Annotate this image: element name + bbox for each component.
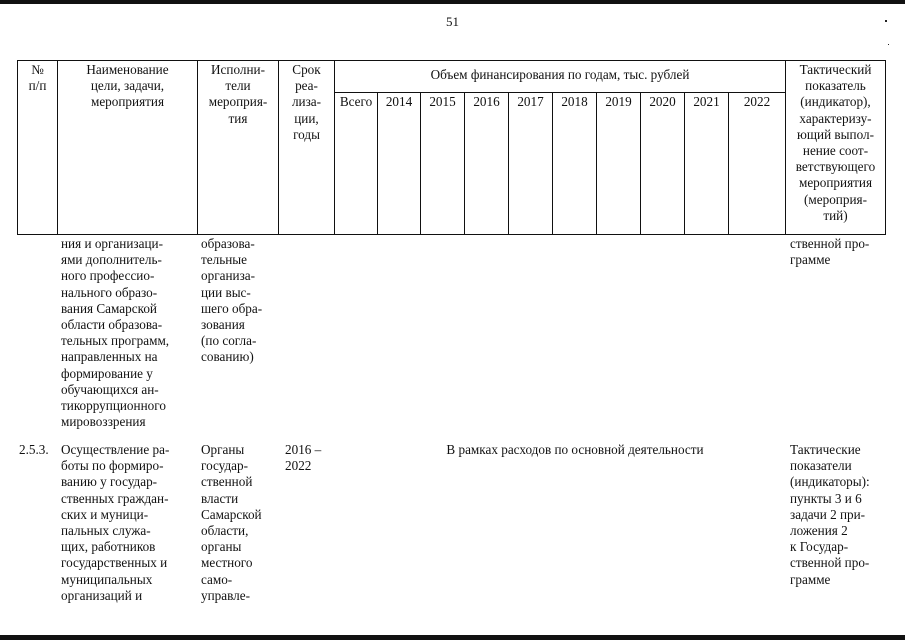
row-executor: Органы государ- ственной власти Самарской области, органы местного само- управле- [201, 442, 262, 603]
header-year: 2014 [385, 94, 413, 109]
row-number: 2.5.3. [19, 442, 49, 457]
row-term: 2016 – 2022 [285, 442, 322, 474]
grid-line [552, 92, 553, 235]
page-number: 51 [446, 14, 459, 29]
header-year: 2016 [473, 94, 500, 109]
header-year: 2020 [649, 94, 676, 109]
header-executor: Исполни- тели мероприя- тия [208, 62, 268, 126]
grid-line [508, 92, 509, 235]
financing-subheader-line [334, 92, 785, 93]
row-name: ния и организаци- ями дополнитель- ного профессио- нального образо- вания Самарской области образова- тельных программ, направленных на формирование у обучающихся ан- тикоррупционного мировоззрения [61, 236, 170, 430]
header-year: 2017 [517, 94, 544, 109]
grid-line [334, 60, 335, 235]
row-name: Осуществление ра- боты по формиро- ванию у государ- ственных граждан- ских и муници- пальных служа- щих, работников государственных и муниципальных организаций и [61, 442, 170, 603]
grid-line [377, 92, 378, 235]
header-year: 2019 [605, 94, 632, 109]
grid-line [420, 92, 421, 235]
row-executor: образова- тельные организа- ции выс- шего обра- зования (по согла- сованию) [201, 236, 263, 365]
header-year: 2018 [561, 94, 588, 109]
grid-line [640, 92, 641, 235]
header-indicator: Тактический показатель (индикатор), характеризу- ющий выпол- нение соот- ветствующего мероприятия (мероприя- тий) [795, 62, 876, 223]
grid-line [596, 92, 597, 235]
grid-line [464, 92, 465, 235]
header-financing: Объем финансирования по годам, тыс. рублей [430, 67, 690, 82]
row-indicator: ственной про- грамме [790, 236, 870, 268]
header-bottom-line [17, 234, 885, 235]
header-year: 2021 [693, 94, 720, 109]
grid-line [885, 60, 886, 235]
header-number: № п/п [28, 62, 47, 94]
grid-line [684, 92, 685, 235]
top-border [0, 0, 905, 4]
scan-speck [888, 44, 889, 45]
header-total: Всего [339, 94, 373, 109]
header-year: 2022 [743, 94, 771, 109]
row-indicator: Тактические показатели (индикаторы): пункты 3 и 6 задачи 2 при- ложения 2 к Государ- ственной про- грамме [790, 442, 870, 587]
header-term: Срок реа- лиза- ции, годы [291, 62, 322, 142]
bottom-border [0, 635, 905, 640]
grid-line [728, 92, 729, 235]
scan-speck [885, 20, 887, 22]
header-name: Наименование цели, задачи, мероприятия [86, 62, 169, 110]
header-top-line [17, 60, 885, 61]
row-financing: В рамках расходов по основной деятельности [446, 442, 704, 457]
header-year: 2015 [429, 94, 456, 109]
